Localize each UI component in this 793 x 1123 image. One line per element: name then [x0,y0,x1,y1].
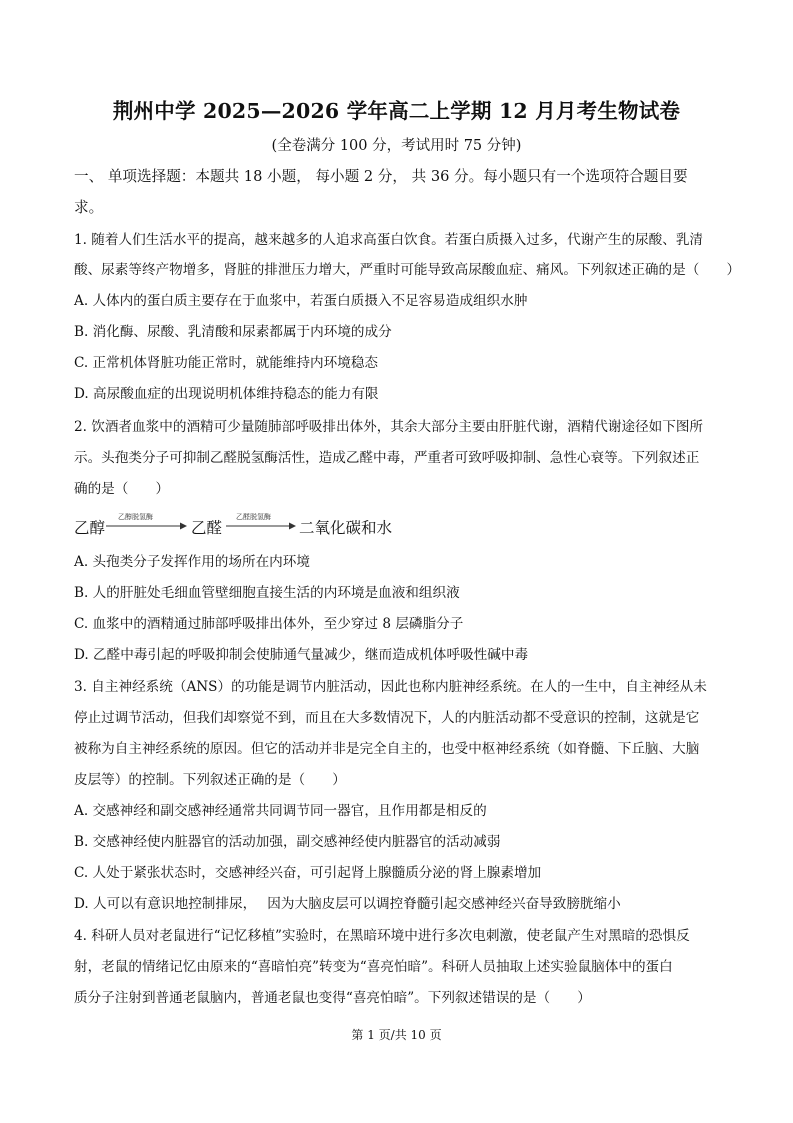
q2-stem-line-2: 示。头孢类分子可抑制乙醛脱氢酶活性，造成乙醛中毒，严重者可致呼吸抑制、急性心衰等。下列叙述正 [74,450,700,466]
exam-title: 荆州中学 2025—2026 学年高二上学期 12 月月考生物试卷 [112,99,681,123]
pathway-enzyme-1-label: 乙醇脱氢酶 [118,513,153,521]
q3-stem-line-4: 皮层等）的控制。下列叙述正确的是（ ） [74,772,346,788]
q1-stem-line-2: 酸、尿素等终产物增多，肾脏的排泄压力增大，严重时可能导致高尿酸血症、痛风。下列叙述正确的是（ ） [74,262,741,278]
q3-stem-line-1: 3. 自主神经系统（ANS）的功能是调节内脏活动，因此也称内脏神经系统。在人的一生中，自主神经从未 [74,679,707,695]
q3-stem-line-2: 停止过调节活动，但我们却察觉不到，而且在大多数情况下，人的内脏活动都不受意识的控制，这就是它 [74,710,700,726]
section-heading-line-1: 一、 单项选择题：本题共 18 小题， 每小题 2 分， 共 36 分。每小题只有一个选项符合题目要 [74,168,688,185]
q1-option-b: B. 消化酶、尿酸、乳清酸和尿素都属于内环境的成分 [74,324,392,340]
q3-option-b: B. 交感神经使内脏器官的活动加强，副交感神经使内脏器官的活动减弱 [74,834,501,850]
exam-subtitle: (全卷满分 100 分，考试用时 75 分钟) [271,138,522,154]
q3-option-c: C. 人处于紧张状态时，交感神经兴奋，可引起肾上腺髓质分泌的肾上腺素增加 [74,865,542,881]
q4-stem-line-3: 质分子注射到普通老鼠脑内，普通老鼠也变得“喜亮怕暗”。下列叙述错误的是（ ） [74,990,591,1006]
q2-option-a: A. 头孢类分子发挥作用的场所在内环境 [74,554,310,570]
q1-stem-line-1: 1. 随着人们生活水平的提高，越来越多的人追求高蛋白饮食。若蛋白质摄入过多，代谢产生的尿酸、乳清 [74,232,704,248]
q2-stem-line-3: 确的是（ ） [74,481,170,497]
pathway-ethanol: 乙醇 [74,519,106,537]
q2-option-d: D. 乙醛中毒引起的呼吸抑制会使肺通气量减少，继而造成机体呼吸性碱中毒 [74,647,529,663]
alcohol-metabolism-pathway [74,512,494,542]
q4-stem-line-1: 4. 科研人员对老鼠进行“记忆移植”实验时，在黑暗环境中进行多次电刺激，使老鼠产生对黑暗的恐惧反 [74,928,690,944]
q3-option-d: D. 人可以有意识地控制排尿， 因为大脑皮层可以调控脊髓引起交感神经兴奋导致膀胱缩小 [74,896,621,912]
q2-option-c: C. 血浆中的酒精通过肺部呼吸排出体外，至少穿过 8 层磷脂分子 [74,616,464,632]
q1-option-c: C. 正常机体肾脏功能正常时，就能维持内环境稳态 [74,355,379,371]
section-heading-line-2: 求。 [74,199,104,216]
q1-option-d: D. 高尿酸血症的出现说明机体维持稳态的能力有限 [74,386,379,402]
q3-option-a: A. 交感神经和副交感神经通常共同调节同一器官，且作用都是相反的 [74,803,487,819]
pathway-enzyme-2-label: 乙醛脱氢酶 [236,513,271,521]
q2-option-b: B. 人的肝脏处毛细血管壁细胞直接生活的内环境是血液和组织液 [74,585,460,601]
pathway-acetaldehyde: 乙醛 [191,519,223,537]
page-number-footer: 第 1 页/共 10 页 [351,1028,442,1042]
q4-stem-line-2: 射，老鼠的情绪记忆由原来的“喜暗怕亮”转变为“喜亮怕暗”。科研人员抽取上述实验鼠脑体中的蛋白 [74,959,673,975]
q2-stem-line-1: 2. 饮酒者血浆中的酒精可少量随肺部呼吸排出体外，其余大部分主要由肝脏代谢，酒精代谢途径如下图所 [74,419,704,435]
q3-stem-line-3: 被称为自主神经系统的原因。但它的活动并非是完全自主的，也受中枢神经系统（如脊髓、下丘脑、大脑 [74,741,700,757]
q1-option-a: A. 人体内的蛋白质主要存在于血浆中，若蛋白质摄入不足容易造成组织水肿 [74,293,528,309]
pathway-co2-water: 二氧化碳和水 [299,519,393,537]
